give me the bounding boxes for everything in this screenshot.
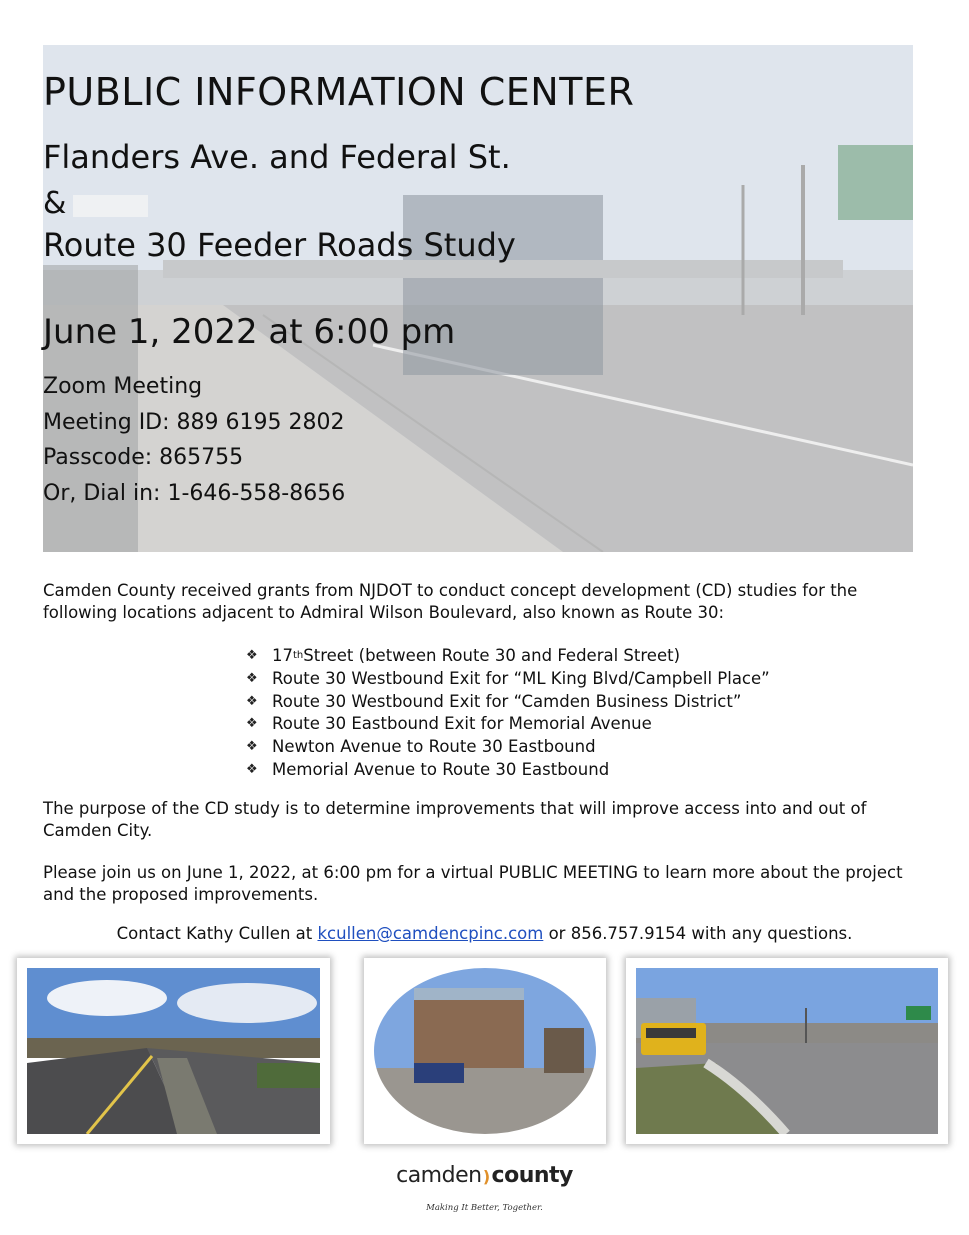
diamond-bullet-icon: ❖ [246, 716, 258, 732]
list-item: ❖ Route 30 Westbound Exit for “ML King Blvd/Campbell Place” [246, 668, 770, 691]
intersection-bus-image [636, 968, 938, 1134]
banner-date-time: June 1, 2022 at 6:00 pm [43, 312, 456, 352]
photo-building-oval [364, 958, 606, 1144]
purpose-paragraph: The purpose of the CD study is to determine improvements that will improve access into and out of Camden City. [43, 799, 867, 840]
logo-figure-icon: ) [482, 1167, 491, 1186]
list-item: ❖ Route 30 Eastbound Exit for Memorial Avenue [246, 713, 770, 736]
banner-dial-in: Or, Dial in: 1-646-558-8656 [43, 481, 346, 506]
contact-line: Contact Kathy Cullen at kcullen@camdencpinc.com or 856.757.9154 with any questions. [116, 924, 853, 943]
roadway-median-image [27, 968, 320, 1134]
banner-subtitle-line2: Route 30 Feeder Roads Study [43, 226, 516, 264]
banner-title: PUBLIC INFORMATION CENTER [43, 70, 635, 114]
hero-banner [43, 45, 913, 552]
banner-veil [43, 45, 913, 552]
banner-passcode: Passcode: 865755 [43, 445, 244, 470]
list-item: ❖ 17 th Street (between Route 30 and Federal Street) [246, 645, 770, 668]
building-oval-image [374, 968, 596, 1134]
banner-meeting-id: Meeting ID: 889 6195 2802 [43, 410, 345, 435]
diamond-bullet-icon: ❖ [246, 670, 258, 686]
photo-intersection-bus [626, 958, 948, 1144]
photo-roadway-median [17, 958, 330, 1144]
contact-email-link[interactable]: kcullen@camdencpinc.com [317, 924, 544, 943]
diamond-bullet-icon: ❖ [246, 693, 258, 709]
logo-word-camden: camden [396, 1163, 482, 1188]
logo-tagline: Making It Better, Together. [426, 1203, 543, 1213]
diamond-bullet-icon: ❖ [246, 739, 258, 755]
intro-paragraph: Camden County received grants from NJDOT to conduct concept development (CD) studies for the following locations adjacent to Admiral Wilson Boulevard, also known as Route 30: [43, 581, 858, 622]
diamond-bullet-icon: ❖ [246, 648, 258, 663]
logo-word-county: county [491, 1163, 573, 1188]
banner-ampersand: & [43, 186, 67, 221]
list-item: ❖ Newton Avenue to Route 30 Eastbound [246, 736, 770, 759]
list-item: ❖ Route 30 Westbound Exit for “Camden Business District” [246, 691, 770, 714]
diamond-bullet-icon: ❖ [246, 761, 258, 777]
banner-zoom-label: Zoom Meeting [43, 374, 203, 399]
camden-county-logo [0, 1163, 969, 1213]
banner-subtitle-line1: Flanders Ave. and Federal St. [43, 138, 511, 176]
list-item: ❖ Memorial Avenue to Route 30 Eastbound [246, 759, 770, 782]
locations-list [246, 645, 770, 782]
join-paragraph: Please join us on June 1, 2022, at 6:00 pm for a virtual PUBLIC MEETING to learn more about the project and the proposed improvements. [43, 863, 903, 904]
